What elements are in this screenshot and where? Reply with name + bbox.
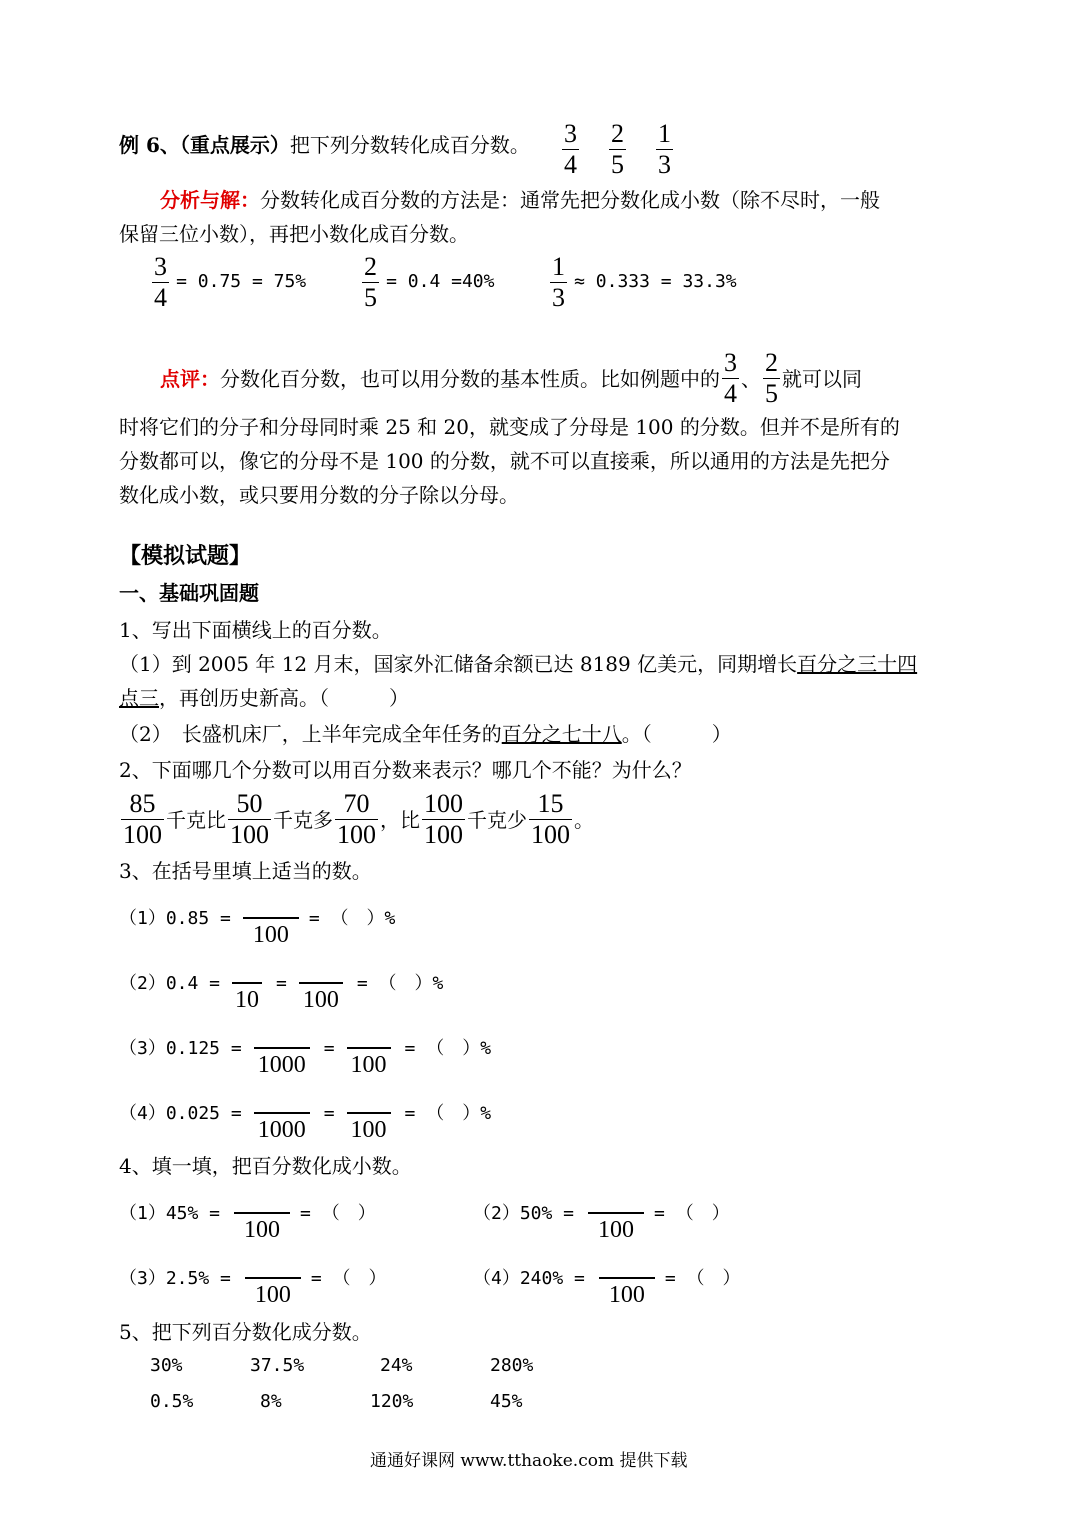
q1-title: 1、写出下面横线上的百分数。 xyxy=(119,618,392,642)
comment-label: 点评： xyxy=(160,366,220,391)
comment-line-1: 点评： 分数化百分数，也可以用分数的基本性质。比如例题中的 $\frac{3}{4}$ 、 $\frac{2}{5}$ 就可以同 xyxy=(160,348,862,408)
q4-item-4: （4）240% = 100 = （ ） xyxy=(473,1268,741,1308)
comment-line-2: 时将它们的分子和分母同时乘 25 和 20，就变成了分母是 100 的分数。但并不是所有的 xyxy=(119,415,900,439)
q2-title: 2、下面哪几个分数可以用百分数来表示？哪几个不能？为什么？ xyxy=(119,758,692,782)
q3-row-2: （2）0.4 = 10 = 100 = （ ）% xyxy=(119,973,444,1013)
analysis-label: 分析与解： xyxy=(160,188,260,212)
q1-part2: （2） 长盛机床厂，上半年完成全年任务的百分之七十八。（ ） xyxy=(119,722,732,746)
example6-prompt: 把下列分数转化成百分数。 xyxy=(289,133,530,157)
q4-title: 4、填一填，把百分数化成小数。 xyxy=(119,1154,412,1178)
q4-item-2: （2）50% = 100 = （ ） xyxy=(473,1203,730,1243)
q1-part1-line1: （1）到 2005 年 12 月末，国家外汇储备余额已达 8189 亿美元，同期增长百分之三十四 xyxy=(119,652,918,676)
example6-fraction-1: $\frac{3}{4}$ xyxy=(564,119,577,179)
comment-line-4: 数化成小数，或只要用分数的分子除以分母。 xyxy=(119,483,519,507)
analysis-equation-2: $\frac{2}{5}$ = 0.4 =40% xyxy=(364,252,495,312)
analysis-line-2: 保留三位小数），再把小数化成百分数。 xyxy=(119,222,469,246)
q3-title: 3、在括号里填上适当的数。 xyxy=(119,859,372,883)
q4-item-3: （3）2.5% = 100 = （ ） xyxy=(119,1268,387,1308)
mock-heading: 【模拟试题】 xyxy=(119,543,252,569)
comment-line-3: 分数都可以，像它的分母不是 100 的分数，就不可以直接乘，所以通用的方法是先把分 xyxy=(119,449,890,473)
q4-item-1: （1）45% = 100 = （ ） xyxy=(119,1203,376,1243)
q5-r1-c4: 280% xyxy=(490,1355,534,1376)
q5-r2-c2: 8% xyxy=(260,1391,282,1412)
example6-fraction-3: $\frac{1}{3}$ xyxy=(658,119,671,179)
q5-r2-c4: 45% xyxy=(490,1391,523,1412)
example6-title: 例 6、（重点展示） xyxy=(119,133,290,157)
q3-row-1: （1）0.85 = 100 = （ ）% xyxy=(119,908,396,948)
analysis-line-1: 分析与解：分数转化成百分数的方法是：通常先把分数化成小数（除不尽时，一般 xyxy=(160,188,880,212)
analysis-equation-1: $\frac{3}{4}$ = 0.75 = 75% xyxy=(154,252,307,312)
q5-r2-c1: 0.5% xyxy=(150,1391,194,1412)
q5-r1-c3: 24% xyxy=(380,1355,413,1376)
q5-r2-c3: 120% xyxy=(370,1391,414,1412)
q5-r1-c2: 37.5% xyxy=(250,1355,305,1376)
section-1-heading: 一、基础巩固题 xyxy=(119,581,259,605)
q3-row-4: （4）0.025 = 1000 = 100 = （ ）% xyxy=(119,1103,492,1143)
example6-fraction-2: $\frac{2}{5}$ xyxy=(611,119,624,179)
example6-line xyxy=(119,131,530,159)
q5-r1-c1: 30% xyxy=(150,1355,183,1376)
q5-title: 5、把下列百分数化成分数。 xyxy=(119,1320,372,1344)
q1-part1-line2: 点三，再创历史新高。（ ） xyxy=(119,686,409,710)
page-footer: 通通好课网 www.tthaoke.com 提供下载 xyxy=(370,1451,688,1471)
analysis-equation-3: $\frac{1}{3}$ ≈ 0.333 = 33.3% xyxy=(552,252,737,312)
q2-fractions: $\frac{85}{100}$ 千克比 $\frac{50}{100}$ 千克多 $\frac{70}{100}$ ，比 $\frac{100}{100}$ 千克少 $\frac{15}{100}$ 。 xyxy=(123,789,594,849)
q3-row-3: （3）0.125 = 1000 = 100 = （ ）% xyxy=(119,1038,492,1078)
